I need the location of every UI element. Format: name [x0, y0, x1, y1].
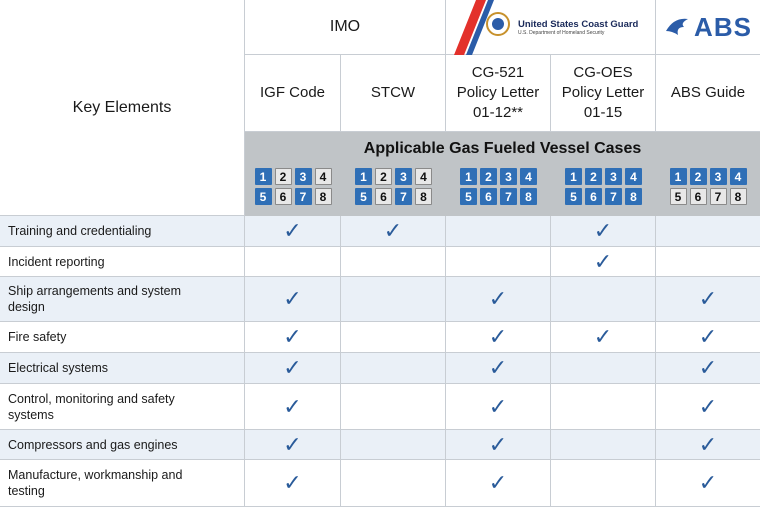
checkmark-icon: ✓	[488, 431, 508, 457]
checkmark-icon: ✓	[488, 324, 508, 349]
case-number-5: 5	[670, 188, 687, 205]
cases-band-title: Applicable Gas Fueled Vessel Cases	[363, 140, 642, 157]
table-cell	[245, 277, 341, 322]
case-number-3: 3	[500, 168, 517, 185]
column-header-2	[341, 55, 446, 132]
case-number-8: 8	[415, 188, 432, 205]
case-number-6: 6	[375, 188, 392, 205]
column-header-4	[551, 55, 656, 132]
table-row-label	[0, 216, 245, 247]
key-elements-label: Key Elements	[72, 98, 172, 116]
column-header-label: STCW	[370, 84, 416, 101]
table-cell	[245, 384, 341, 430]
case-number-3: 3	[605, 168, 622, 185]
table-row-label	[0, 277, 245, 322]
uscg-name: United States Coast Guard	[518, 19, 639, 30]
table-cell	[446, 247, 551, 277]
case-number-4: 4	[730, 168, 747, 185]
row-label-text: Incident reporting	[8, 254, 105, 269]
checkmark-icon: ✓	[698, 324, 718, 349]
case-number-5: 5	[460, 188, 477, 205]
checkmark-icon: ✓	[488, 355, 508, 380]
table-cell	[656, 460, 760, 507]
table-cell	[656, 353, 760, 384]
case-number-8: 8	[315, 188, 332, 205]
table-cell	[551, 277, 656, 322]
table-cell	[656, 277, 760, 322]
column-header-label: CG-OES Policy Letter 01-15	[561, 64, 645, 121]
table-cell	[446, 353, 551, 384]
case-number-6: 6	[480, 188, 497, 205]
case-number-2: 2	[275, 168, 292, 185]
table-cell	[341, 216, 446, 247]
table-cell	[446, 277, 551, 322]
checkmark-icon: ✓	[698, 470, 718, 495]
case-number-7: 7	[605, 188, 622, 205]
row-label-text: Compressors and gas engines	[8, 437, 178, 452]
case-number-2: 2	[375, 168, 392, 185]
case-number-2: 2	[690, 168, 707, 185]
column-header-1	[245, 55, 341, 132]
abs-eagle-icon	[664, 13, 694, 43]
abs-logo-text: ABS	[694, 12, 752, 42]
table-cell	[341, 460, 446, 507]
checkmark-icon: ✓	[283, 393, 302, 419]
case-number-5: 5	[255, 188, 272, 205]
table-row-label	[0, 247, 245, 277]
imo-header	[245, 0, 446, 55]
checkmark-icon: ✓	[593, 324, 613, 349]
case-grid	[355, 168, 432, 205]
table-row-label	[0, 460, 245, 507]
uscg-logo	[446, 0, 656, 55]
case-number-1: 1	[355, 168, 372, 185]
checkmark-icon: ✓	[283, 431, 302, 457]
row-label-text: Electrical systems	[8, 361, 109, 375]
row-label-text: Ship arrangements and system design	[8, 284, 182, 314]
checkmark-icon: ✓	[698, 393, 718, 419]
column-header-5	[656, 55, 760, 132]
checkmark-icon: ✓	[698, 286, 718, 311]
table-cell	[446, 460, 551, 507]
table-cell	[551, 460, 656, 507]
table-cell	[245, 216, 341, 247]
case-number-6: 6	[275, 188, 292, 205]
checkmark-icon: ✓	[593, 218, 613, 243]
table-cell	[656, 247, 760, 277]
table-cell	[551, 322, 656, 353]
table-row-label	[0, 430, 245, 460]
checkmark-icon: ✓	[698, 355, 718, 380]
case-number-2: 2	[480, 168, 497, 185]
checkmark-icon: ✓	[698, 431, 718, 457]
column-header-3	[446, 55, 551, 132]
case-number-8: 8	[625, 188, 642, 205]
case-grid	[460, 168, 537, 205]
uscg-stripe-icon	[446, 0, 516, 55]
table-row-label	[0, 384, 245, 430]
case-number-3: 3	[295, 168, 312, 185]
checkmark-icon: ✓	[593, 248, 613, 274]
case-number-6: 6	[690, 188, 707, 205]
case-number-1: 1	[670, 168, 687, 185]
table-cell	[551, 353, 656, 384]
table-cell	[656, 322, 760, 353]
case-number-4: 4	[315, 168, 332, 185]
row-label-text: Fire safety	[8, 330, 67, 344]
table-cell	[245, 353, 341, 384]
table-cell	[446, 322, 551, 353]
table-cell	[656, 216, 760, 247]
case-number-1: 1	[565, 168, 582, 185]
table-row-label	[0, 353, 245, 384]
case-number-7: 7	[295, 188, 312, 205]
key-elements-header	[0, 0, 245, 216]
case-number-6: 6	[585, 188, 602, 205]
table-cell	[446, 384, 551, 430]
table-cell	[551, 384, 656, 430]
case-number-5: 5	[355, 188, 372, 205]
checkmark-icon: ✓	[283, 286, 302, 311]
table-cell	[551, 216, 656, 247]
case-number-1: 1	[460, 168, 477, 185]
case-number-7: 7	[395, 188, 412, 205]
imo-label: IMO	[329, 18, 361, 35]
table-cell	[341, 277, 446, 322]
case-number-4: 4	[415, 168, 432, 185]
table-cell	[446, 216, 551, 247]
table-cell	[341, 384, 446, 430]
table-cell	[245, 247, 341, 277]
table-cell	[341, 247, 446, 277]
checkmark-icon: ✓	[488, 470, 508, 495]
case-number-3: 3	[710, 168, 727, 185]
table-cell	[245, 322, 341, 353]
table-cell	[551, 247, 656, 277]
table-cell	[656, 384, 760, 430]
table-cell	[551, 430, 656, 460]
row-label-text: Control, monitoring and safety systems	[8, 391, 175, 422]
case-number-4: 4	[625, 168, 642, 185]
case-grid	[565, 168, 642, 205]
column-header-label: CG-521 Policy Letter 01-12**	[456, 64, 540, 121]
case-number-4: 4	[520, 168, 537, 185]
case-grid	[670, 168, 747, 205]
row-label-text: Training and credentialing	[8, 224, 152, 238]
table-cell	[245, 460, 341, 507]
checkmark-icon: ✓	[488, 286, 508, 311]
table-cell	[341, 430, 446, 460]
table-row-label	[0, 322, 245, 353]
case-grid	[255, 168, 332, 205]
column-header-label: IGF Code	[259, 84, 326, 101]
abs-logo	[656, 0, 760, 55]
column-header-label: ABS Guide	[670, 84, 746, 101]
checkmark-icon: ✓	[283, 355, 302, 380]
case-number-2: 2	[585, 168, 602, 185]
checkmark-icon: ✓	[488, 393, 508, 419]
checkmark-icon: ✓	[283, 218, 302, 243]
table-cell	[656, 430, 760, 460]
case-number-8: 8	[520, 188, 537, 205]
checkmark-icon: ✓	[283, 470, 302, 495]
case-number-7: 7	[500, 188, 517, 205]
checkmark-icon: ✓	[283, 324, 302, 349]
case-number-8: 8	[730, 188, 747, 205]
table-cell	[245, 430, 341, 460]
case-number-1: 1	[255, 168, 272, 185]
table-cell	[446, 430, 551, 460]
table-cell	[341, 322, 446, 353]
uscg-subtitle: U.S. Department of Homeland Security	[518, 30, 605, 36]
case-number-3: 3	[395, 168, 412, 185]
case-number-5: 5	[565, 188, 582, 205]
row-label-text: Manufacture, workmanship and testing	[8, 468, 183, 498]
case-number-7: 7	[710, 188, 727, 205]
checkmark-icon: ✓	[383, 218, 403, 243]
table-cell	[341, 353, 446, 384]
